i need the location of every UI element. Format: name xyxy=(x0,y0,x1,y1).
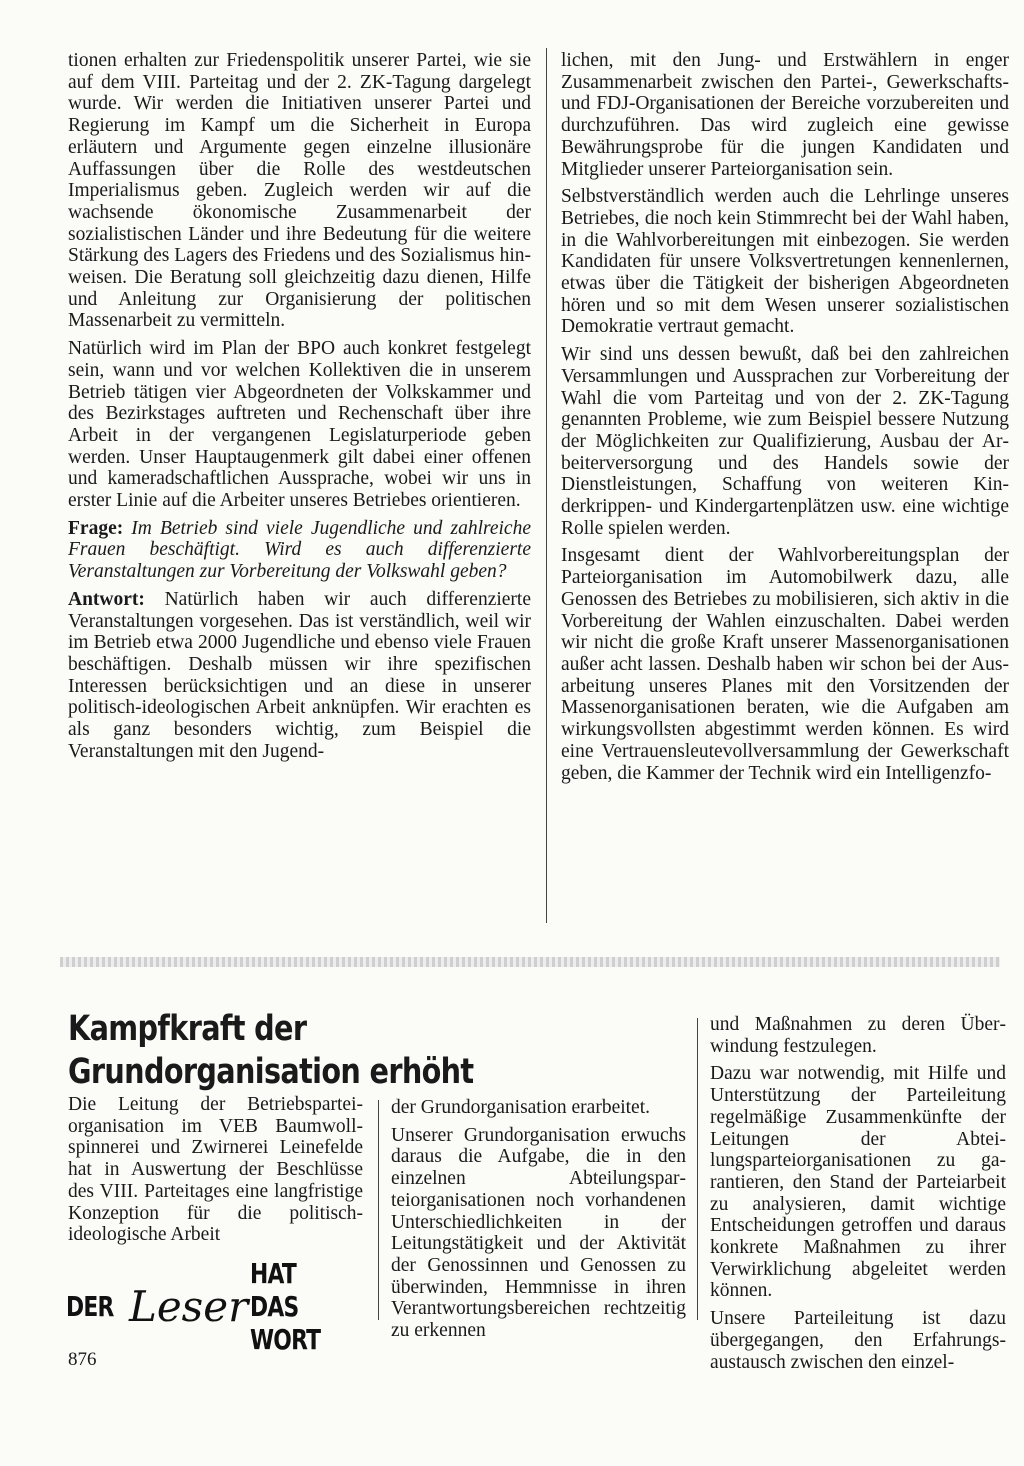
paragraph: Selbstverständlich werden auch die Lehrlinge unseres Betriebes, die noch kein Stimmrecht bei der Wahl haben, in die Wahlvorbereitungen mit einbezogen. Sie werden Kandidaten für unsere Volksvertretungen kennenlernen, etwas über die Tätigkeit der bisherigen Abgeordneten hören und so mit dem Wesen unserer sozialistischen Demokratie vertraut gemacht. xyxy=(561,186,1009,338)
rubric-logo xyxy=(66,1256,366,1356)
headline-line-1: Kampfkraft der xyxy=(68,1009,307,1049)
article-column-top-left xyxy=(68,50,531,769)
article-headline xyxy=(68,1008,511,1094)
question-label: Frage: xyxy=(68,517,124,539)
paragraph: lichen, mit den Jung- und Erstwählern in enger Zusammenarbeit zwischen den Partei-, Gewerkschafts- und FDJ-Organisationen der Bereiche vorzubereiten und durchzuführen. Das wird zugleich eine gewisse Bewährungsprobe für die jungen Kandidaten und Mitglieder unserer Parteiorganisation sein. xyxy=(561,50,1009,180)
paragraph: Unserer Grundorganisation erwuchs daraus die Aufgabe, die in den einzelnen Abteilungsparteiorganisationen noch vorhandenen Unterschiedlichkeiten in der Leitungstätigkeit und der Aktivität der Genossinnen und Genossen zu überwinden, Hemmnisse in ihren Verantwortungsbereichen rechtzeitig zu erkennen xyxy=(391,1124,686,1342)
paragraph: Natürlich wird im Plan der BPO auch konkret festgelegt sein, wann und vor welchen Kollektiven die in unserem Betrieb tätigen vier Abgeordneten der Volkskammer und des Bezirkstages auftreten und Rechenschaft über ihre Arbeit in der vergangenen Legislaturperiode geben werden. Unser Hauptaugenmerk gilt dabei einer offenen und kameradschaftlichen Aussprache, wobei wir uns in erster Linie auf die Arbeiter unseres Betriebes orientieren. xyxy=(68,338,531,512)
paragraph: der Grundorganisation erarbeitet. xyxy=(391,1097,651,1118)
page-number: 876 xyxy=(68,1349,97,1370)
paragraph: Die Leitung der Betriebsparteiorganisation im VEB Baumwollspinnerei und Zwirnerei Leinefelde hat in Auswertung der Beschlüsse des VIII. Parteitages eine langfristige Konzeption für die politisch-ideologische Arbeit xyxy=(68,1094,363,1246)
paragraph: Unsere Parteileitung ist dazu übergegangen, den Erfahrungsaustausch zwischen den einzel- xyxy=(710,1308,1006,1373)
answer-label: Antwort: xyxy=(68,588,145,610)
paragraph: tionen erhalten zur Friedenspolitik unserer Partei, wie sie auf dem VIII. Parteitag und der 2. ZK-Tagung dargelegt wurde. Wir werden die Initiativen unserer Partei und Regierung im Kampf um die Sicherheit in Europa erläutern und Argumente gegen einzelne illusionäre Auffassungen über die Rolle des westdeutschen Imperialismus geben. Zugleich werden wir auf die wachsende ökonomische Zusammenarbeit der sozialistischen Länder und ihre Bedeutung für die weitere Stärkung des Lagers des Friedens und des Sozialismus hinweisen. Die Beratung soll gleichzeitig dazu dienen, Hilfe und Anleitung zur Organisierung der politischen Massenarbeit zu vermitteln. xyxy=(68,50,531,332)
article-column-bottom-2 xyxy=(391,1097,686,1348)
section-separator-band xyxy=(60,957,1000,967)
rubric-word-hat-das-wort: HAT DAS WORT xyxy=(250,1256,321,1356)
column-divider xyxy=(378,1100,379,1320)
headline-line-2: Grundorganisation erhöht xyxy=(68,1052,474,1092)
interview-answer xyxy=(68,589,531,763)
answer-text: Natürlich haben wir auch differenzierte Veranstaltungen vorgesehen. Das ist verständlich, weil wir im Betrieb etwa 2000 Jugendliche und ebenso viele Frauen beschäftigen. Deshalb müssen wir ihre spezifischen Interessen berücksichtigen und an diese in unserer politisch-ideologischen Arbeit anknüpfen. Wir erachten es als ganz besonders wichtig, zum Beispiel die Veranstaltungen mit den Jugend- xyxy=(68,588,531,762)
column-divider xyxy=(546,48,547,923)
paragraph: und Maßnahmen zu deren Überwindung festzulegen. xyxy=(710,1014,1006,1057)
rubric-word-der: DER xyxy=(66,1289,114,1323)
article-column-bottom-3 xyxy=(710,1014,1006,1379)
paragraph: Wir sind uns dessen bewußt, daß bei den zahlreichen Versammlungen und Aussprachen zur Vorbereitung der Wahl die vom Parteitag und von der 2. ZK-Tagung genannten Probleme, wie zum Beispiel bessere Nutzung der Möglichkeiten zur Qualifizierung, Ausbau der Arbeiterversorgung und des Handels sowie der Dienstleistungen, Schaffung von weiteren Kinderkrippen- und Kindergartenplätzen usw. eine wichtige Rolle spielen werden. xyxy=(561,344,1009,539)
article-column-bottom-1 xyxy=(68,1094,363,1252)
paragraph: Dazu war notwendig, mit Hilfe und Unterstützung der Parteileitung regelmäßige Zusammenkünfte der Leitungen der Abteilungsparteiorganisationen zu garantieren, den Stand der Parteiarbeit zu analysieren, damit wichtige Entscheidungen getroffen und daraus konkrete Maßnahmen zu ihrer Verwirklichung abgeleitet werden können. xyxy=(710,1063,1006,1302)
paragraph: Insgesamt dient der Wahlvorbereitungsplan der Parteiorganisation im Automobilwerk dazu, alle Genossen des Betriebes zu mobilisieren, sich aktiv in die Vorbereitung der Wahlen einzuschalten. Dabei werden wir nicht die große Kraft unserer Massenorganisationen außer acht lassen. Deshalb haben wir schon bei der Ausarbeitung unseres Planes mit den Vorsitzenden der Massenorganisationen beraten, wie die Aufgaben am wirkungsvollsten abgestimmt werden können. Es wird eine Vertrauensleutevollversammlung der Gewerkschaft geben, die Kammer der Technik wird ein Intelligenzfo- xyxy=(561,545,1009,784)
rubric-word-leser: Leser xyxy=(128,1281,249,1331)
article-column-top-right xyxy=(561,50,1009,790)
question-text: Im Betrieb sind viele Jugendliche und zahlreiche Frauen beschäftigt. Wird es auch differenzierte Veranstaltungen zur Vorbereitung der Volkswahl geben? xyxy=(68,517,531,583)
interview-question xyxy=(68,518,531,583)
column-divider xyxy=(697,1018,698,1320)
